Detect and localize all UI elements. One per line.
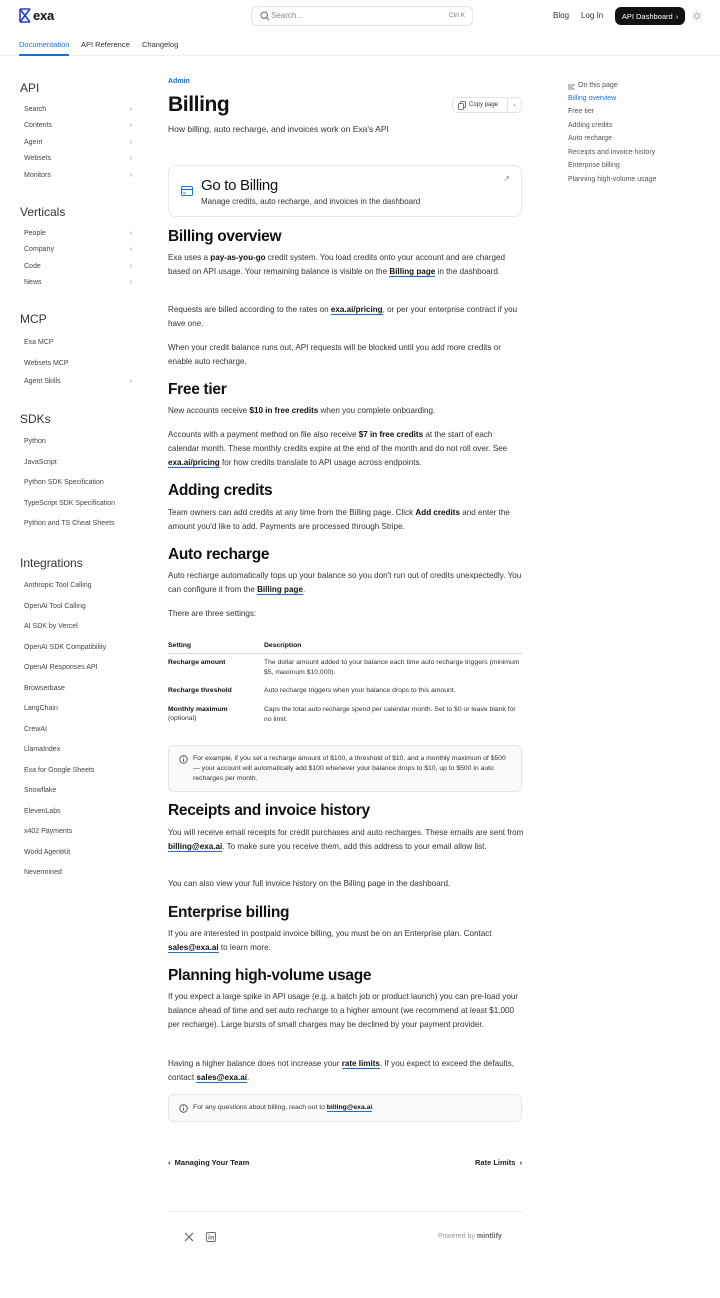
table-cell-setting: Recharge amount <box>168 659 226 666</box>
sidebar-item-label: World AgentKit <box>24 849 71 856</box>
sidebar-item-label: LlamaIndex <box>24 746 61 753</box>
sidebar-item-label: CrewAI <box>24 726 47 733</box>
heading-adding-credits: Adding credits <box>168 482 273 499</box>
sidebar-item-typescript-sdk-spec[interactable] <box>24 500 134 507</box>
sidebar-item-label: AI SDK by Vercel <box>24 623 78 630</box>
chevron-down-icon[interactable]: ⌄ <box>512 102 518 108</box>
heading-planning-high-volume: Planning high-volume usage <box>168 967 372 984</box>
chevron-right-icon: › <box>129 378 132 385</box>
sidebar-item-people[interactable] <box>24 230 134 237</box>
paragraph: Having a higher balance does not increase your rate limits. If you expect to exceed the defaults, contact sales@exa.ai. <box>168 1059 515 1082</box>
sidebar-item-label: Websets <box>24 155 52 162</box>
go-to-billing-card[interactable] <box>168 165 522 217</box>
blog-link[interactable]: Blog <box>553 11 570 20</box>
toc-title: On this page <box>578 82 618 89</box>
sidebar-item-x402-payments[interactable] <box>24 828 134 835</box>
sidebar-item-label: Company <box>24 246 54 253</box>
chevron-right-icon: › <box>129 246 132 253</box>
table-header-description: Description <box>264 642 302 649</box>
sidebar-item-label: Code <box>24 263 41 270</box>
sidebar-item-label: Agent <box>24 139 43 146</box>
sidebar-item-label: Websets MCP <box>24 360 69 367</box>
next-page-label: Rate Limits <box>475 1158 516 1167</box>
table-cell-description: Caps the total auto recharge spend per calendar month. Set to $0 or leave blank for no limit. <box>264 706 516 723</box>
sidebar-item-code[interactable] <box>24 263 134 270</box>
sidebar-item-label: Browserbase <box>24 685 65 692</box>
sidebar-item-agent-skills[interactable] <box>24 378 134 385</box>
chevron-right-icon: › <box>519 1158 523 1167</box>
callout-text: For any questions about billing, reach out to billing@exa.ai. <box>193 1104 375 1111</box>
billing-email-link[interactable]: billing@exa.ai <box>326 1104 373 1111</box>
sidebar-section-mcp: MCP <box>20 312 47 326</box>
sidebar-item-label: ElevenLabs <box>24 808 61 815</box>
pricing-link[interactable]: exa.ai/pricing <box>168 458 220 467</box>
external-link-icon: ↗ <box>503 174 510 183</box>
table-header <box>168 639 522 654</box>
sidebar-item-label: TypeScript SDK Specification <box>24 500 116 507</box>
billing-page-link[interactable]: Billing page <box>389 267 436 276</box>
search-icon <box>260 11 270 21</box>
info-icon <box>179 755 188 764</box>
sidebar-item-label: Anthropic Tool Calling <box>24 582 92 589</box>
sidebar-item-label: JavaScript <box>24 459 57 466</box>
toc-item-adding-credits[interactable]: Adding credits <box>568 122 613 129</box>
card-title: Go to Billing <box>201 177 278 194</box>
login-link[interactable]: Log In <box>581 11 604 20</box>
page-title: Billing <box>168 93 230 116</box>
doc-tabs <box>0 32 720 56</box>
sidebar-item-javascript[interactable] <box>24 459 134 466</box>
heading-receipts: Receipts and invoice history <box>168 802 370 819</box>
sidebar-item-exa-mcp[interactable] <box>24 339 134 346</box>
table-header-setting: Setting <box>168 642 192 649</box>
sidebar-item-label: People <box>24 230 46 237</box>
sidebar-item-openai-sdk-compat[interactable] <box>24 644 134 651</box>
sidebar-item-label: Agent Skills <box>24 378 61 385</box>
sidebar-item-anthropic-tool-calling[interactable] <box>24 582 134 589</box>
paragraph: Exa uses a pay-as-you-go credit system. You load credits onto your account and are charged based on API usage. Your remaining balance is visible on the Billing page in the dashboard. <box>168 253 505 276</box>
sidebar-item-websets[interactable] <box>24 155 134 162</box>
sidebar-item-label: Snowflake <box>24 787 57 794</box>
sidebar-item-crewai[interactable] <box>24 726 134 733</box>
x-twitter-icon[interactable] <box>184 1232 194 1242</box>
copy-page-label: Copy page <box>469 102 499 108</box>
chevron-right-icon: › <box>675 11 679 21</box>
tab-changelog[interactable]: Changelog <box>142 40 179 49</box>
sidebar-section-integrations: Integrations <box>20 556 83 570</box>
chevron-right-icon: › <box>129 122 132 129</box>
table-cell-description: The dollar amount added to your balance each time auto recharge triggers (minimum $5, maximum $10,000). <box>264 659 520 676</box>
chevron-right-icon: › <box>129 263 132 270</box>
sales-email-link[interactable]: sales@exa.ai <box>196 1073 248 1082</box>
info-callout <box>168 745 522 792</box>
paragraph: If you expect a large spike in API usage (e.g. a batch job or product launch) you can pre-load your balance ahead of time and set auto recharge to a higher amount (we recommend at least $1,000 per recharge). Large bursts of small charges may be declined by your payment provider. <box>168 992 519 1029</box>
billing-page-link[interactable]: Billing page <box>257 585 303 594</box>
chevron-right-icon: › <box>129 155 132 162</box>
active-tab-indicator <box>19 54 69 56</box>
tab-api-reference[interactable]: API Reference <box>81 40 130 49</box>
chevron-right-icon: › <box>129 172 132 179</box>
table-cell-setting: Monthly maximum (optional) <box>168 706 228 722</box>
billing-email-link[interactable]: billing@exa.ai <box>168 842 223 851</box>
previous-page-link[interactable] <box>168 1158 249 1167</box>
sidebar-item-search[interactable] <box>24 106 134 113</box>
sidebar-item-label: Nevermined <box>24 869 62 876</box>
sidebar-item-python-sdk-spec[interactable] <box>24 479 134 486</box>
paragraph: You will receive email receipts for credit purchases and auto recharges. These emails are sent from billing@exa.ai. To make sure you receive them, add this address to your email allow list. <box>168 828 524 851</box>
sidebar-item-python[interactable] <box>24 438 134 445</box>
sidebar-section-sdks: SDKs <box>20 412 51 426</box>
search-shortcut: Ctrl K <box>448 12 465 19</box>
paragraph: If you are interested in postpaid invoice billing, you must be on an Enterprise plan. Contact sales@exa.ai to learn more. <box>168 929 492 952</box>
sidebar-item-label: OpenAI SDK Compatibility <box>24 644 107 651</box>
sidebar-item-label: LangChain <box>24 705 58 712</box>
footer-divider <box>168 1211 522 1212</box>
copy-divider <box>507 98 508 112</box>
sidebar-item-ai-sdk-vercel[interactable] <box>24 623 134 630</box>
paragraph: Requests are billed according to the rates on exa.ai/pricing, or per your enterprise contract if you have one. <box>168 305 518 328</box>
theme-toggle-sun-icon[interactable] <box>692 11 702 21</box>
breadcrumb[interactable]: Admin <box>168 78 190 85</box>
sidebar-item-label: OpenAI Responses API <box>24 664 98 671</box>
sales-email-link[interactable]: sales@exa.ai <box>168 943 219 952</box>
sidebar-section-api: API <box>20 81 40 95</box>
sidebar-item-label: Search <box>24 106 47 113</box>
sidebar-item-openai-responses[interactable] <box>24 664 134 671</box>
copy-icon <box>458 101 466 110</box>
sidebar-item-label: News <box>24 279 42 286</box>
next-page-link[interactable] <box>475 1158 522 1167</box>
paragraph: You can also view your full invoice history on the Billing page in the dashboard. <box>168 879 451 888</box>
paragraph: Auto recharge automatically tops up your balance so you don't run out of credits unexpectedly. You can configure it from the Billing page. <box>168 571 522 594</box>
toc-item-receipts[interactable]: Receipts and invoice history <box>568 149 656 156</box>
sidebar-item-label: Exa MCP <box>24 339 54 346</box>
sidebar-item-news[interactable] <box>24 279 134 286</box>
paragraph: There are three settings: <box>168 609 257 618</box>
sidebar-item-label: Python and TS Cheat Sheets <box>24 520 115 527</box>
chevron-right-icon: › <box>129 279 132 286</box>
logo-text: exa <box>33 8 55 23</box>
callout-text: For example, if you set a recharge amount of $100, a threshold of $10, and a monthly maximum of $500 — your account will automatically add $100 whenever your balance drops to $10, up to $500 in auto recharges per month. <box>193 755 506 782</box>
heading-enterprise-billing: Enterprise billing <box>168 904 290 921</box>
sidebar-item-label: Python <box>24 438 46 445</box>
sidebar-item-websets-mcp[interactable] <box>24 360 134 367</box>
paragraph: New accounts receive $10 in free credits when you complete onboarding. <box>168 406 436 415</box>
sidebar-item-monitors[interactable] <box>24 172 134 179</box>
paragraph: Team owners can add credits at any time from the Billing page. Click Add credits and enter the amount you'd like to add. Payments are processed through Stripe. <box>168 508 510 531</box>
sidebar-item-label: Monitors <box>24 172 51 179</box>
sidebar-item-llamaindex[interactable] <box>24 746 134 753</box>
search-placeholder: Search... <box>271 11 304 20</box>
sidebar-section-verticals: Verticals <box>20 205 66 219</box>
table-cell-setting: Recharge threshold <box>168 687 232 694</box>
sidebar-item-label: Exa for Google Sheets <box>24 767 95 774</box>
previous-page-label: Managing Your Team <box>174 1158 250 1167</box>
toc-item-planning[interactable]: Planning high-volume usage <box>568 176 657 183</box>
heading-billing-overview: Billing overview <box>168 228 282 245</box>
toc-item-free-tier[interactable]: Free tier <box>568 108 595 115</box>
toc-item-auto-recharge[interactable]: Auto recharge <box>568 135 612 142</box>
toc-item-enterprise-billing[interactable]: Enterprise billing <box>568 162 620 169</box>
sidebar-item-cheat-sheets[interactable] <box>24 520 134 527</box>
sidebar-item-nevermined[interactable] <box>24 869 134 876</box>
api-dashboard-button[interactable] <box>615 7 685 25</box>
chevron-left-icon: ‹ <box>168 1158 171 1167</box>
search-input[interactable] <box>251 6 473 26</box>
sidebar-item-browserbase[interactable] <box>24 685 134 692</box>
chevron-right-icon: › <box>129 106 132 113</box>
top-bar <box>0 0 720 32</box>
sidebar-item-label: OpenAI Tool Calling <box>24 603 86 610</box>
table-cell-description: Auto recharge triggers when your balance drops to this amount. <box>264 687 456 694</box>
powered-by-mintlify[interactable]: Powered by mintlify <box>438 1233 502 1240</box>
sidebar-item-elevenlabs[interactable] <box>24 808 134 815</box>
sidebar-item-agent[interactable] <box>24 139 134 146</box>
heading-auto-recharge: Auto recharge <box>168 546 270 563</box>
api-dashboard-label: API Dashboard <box>621 11 673 21</box>
paragraph: Accounts with a payment method on file also receive $7 in free credits at the start of each calendar month. These monthly credits expire at the end of the month and do not roll over. See exa.ai/pricing for how credits translate to API usage across endpoints. <box>168 430 508 467</box>
page-subtitle: How billing, auto recharge, and invoices work on Exa's API <box>168 124 389 134</box>
chevron-right-icon: › <box>129 230 132 237</box>
info-icon <box>179 1104 188 1113</box>
sidebar-item-google-sheets[interactable] <box>24 767 134 774</box>
sidebar-item-langchain[interactable] <box>24 705 134 712</box>
heading-free-tier: Free tier <box>168 381 227 398</box>
sidebar-item-contents[interactable] <box>24 122 134 129</box>
list-icon <box>568 84 575 90</box>
chevron-right-icon: › <box>129 139 132 146</box>
exa-logo[interactable] <box>19 8 54 23</box>
credit-card-icon <box>181 186 193 196</box>
toc-item-billing-overview[interactable]: Billing overview <box>568 95 617 102</box>
paragraph: When your credit balance runs out, API requests will be blocked until you add more credits or enable auto recharge. <box>168 343 501 366</box>
rate-limits-link[interactable]: rate limits <box>341 1059 380 1068</box>
info-callout <box>168 1094 522 1122</box>
sidebar-item-label: Python SDK Specification <box>24 479 104 486</box>
copy-page-button[interactable] <box>452 97 522 113</box>
tab-documentation[interactable]: Documentation <box>19 40 70 49</box>
sidebar-item-label: x402 Payments <box>24 828 73 835</box>
card-description: Manage credits, auto recharge, and invoices in the dashboard <box>201 197 421 206</box>
sidebar-item-world-agentkit[interactable] <box>24 849 134 856</box>
sidebar-item-snowflake[interactable] <box>24 787 134 794</box>
sidebar-item-openai-tool-calling[interactable] <box>24 603 134 610</box>
sidebar-item-label: Contents <box>24 122 53 129</box>
pricing-link[interactable]: exa.ai/pricing <box>330 305 383 314</box>
linkedin-icon[interactable] <box>206 1232 216 1242</box>
sidebar-item-company[interactable] <box>24 246 134 253</box>
exa-logo-icon <box>19 8 31 23</box>
